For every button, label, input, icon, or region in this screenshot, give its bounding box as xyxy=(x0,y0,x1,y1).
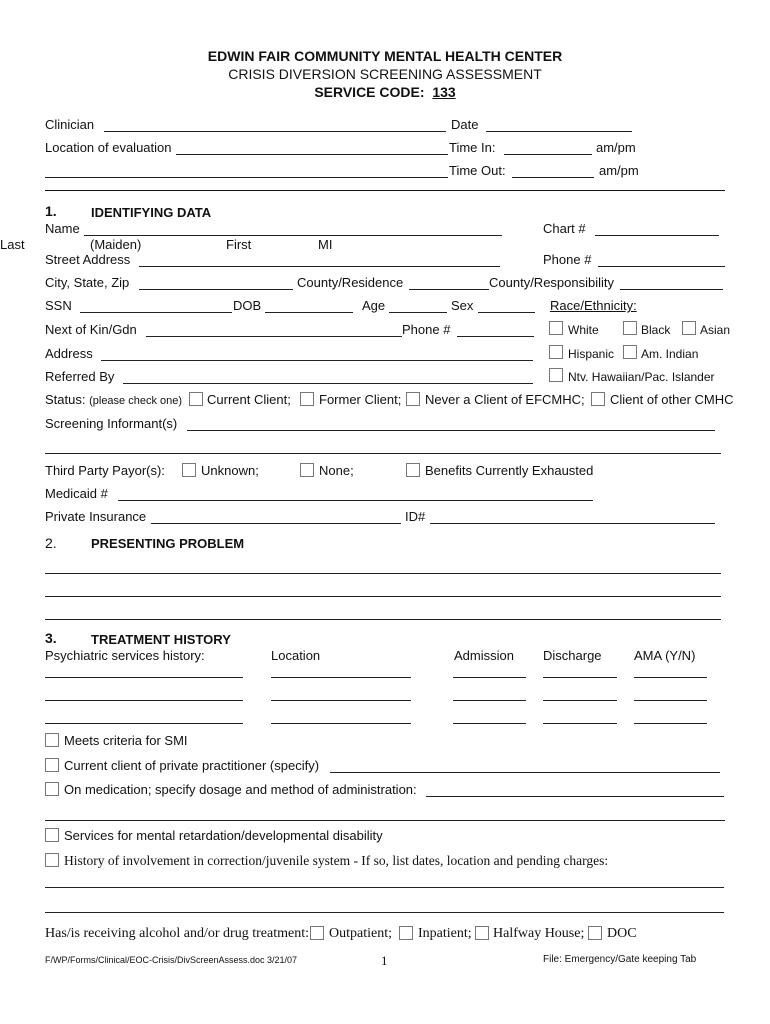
history-row-3-ama[interactable] xyxy=(634,723,707,724)
psych-history-label: Psychiatric services history: xyxy=(45,648,205,663)
time-out-label: Time Out: xyxy=(449,163,506,178)
alcohol-doc-checkbox[interactable] xyxy=(588,926,602,940)
form-title: EDWIN FAIR COMMUNITY MENTAL HEALTH CENTER xyxy=(207,48,563,64)
informant-field[interactable] xyxy=(187,430,715,431)
phone-field[interactable] xyxy=(598,266,725,267)
section-2-title: PRESENTING PROBLEM xyxy=(91,536,245,551)
history-row-2-admission[interactable] xyxy=(453,700,526,701)
history-row-3-admission[interactable] xyxy=(453,723,526,724)
name-hint-mi: MI xyxy=(318,237,333,252)
alcohol-outpatient-checkbox[interactable] xyxy=(310,926,324,940)
race-hawaiian-label: Ntv. Hawaiian/Pac. Islander xyxy=(568,370,715,384)
race-black-label: Black xyxy=(641,323,671,337)
status-never-checkbox[interactable] xyxy=(406,392,420,406)
referred-field[interactable] xyxy=(123,383,533,384)
time-in-field[interactable] xyxy=(504,154,592,155)
medication-field-2[interactable] xyxy=(45,820,725,821)
alcohol-inpatient-checkbox[interactable] xyxy=(399,926,413,940)
county-resp-field[interactable] xyxy=(620,289,723,290)
section-3-number: 3. xyxy=(45,630,57,646)
payor-none-checkbox[interactable] xyxy=(300,463,314,477)
race-asian-checkbox[interactable] xyxy=(682,321,696,335)
private-insurance-field[interactable] xyxy=(151,523,401,524)
status-text: Status: xyxy=(45,392,86,407)
service-code-label: SERVICE CODE: xyxy=(314,84,425,100)
history-row-3-discharge[interactable] xyxy=(543,723,617,724)
time-out-ampm: am/pm xyxy=(599,163,639,178)
clinician-label: Clinician xyxy=(45,117,95,132)
county-res-label: County/Residence xyxy=(297,275,404,290)
header-divider xyxy=(45,190,725,191)
smi-label: Meets criteria for SMI xyxy=(64,733,188,748)
section-1-number: 1. xyxy=(45,203,57,219)
clinician-field[interactable] xyxy=(104,131,446,132)
sex-label: Sex xyxy=(451,298,474,313)
race-hispanic-checkbox[interactable] xyxy=(549,345,563,359)
col-admission-label: Admission xyxy=(454,648,514,663)
informant-field-2[interactable] xyxy=(45,453,721,454)
section-1-title: IDENTIFYING DATA xyxy=(91,205,212,220)
history-row-3-service[interactable] xyxy=(45,723,243,724)
problem-line-3[interactable] xyxy=(45,619,721,620)
race-am-indian-label: Am. Indian xyxy=(641,347,699,361)
chart-label: Chart # xyxy=(543,221,586,236)
section-2-number: 2. xyxy=(45,535,57,551)
race-white-checkbox[interactable] xyxy=(549,321,563,335)
history-row-2-location[interactable] xyxy=(271,700,411,701)
payor-unknown-checkbox[interactable] xyxy=(182,463,196,477)
history-row-1-ama[interactable] xyxy=(634,677,707,678)
name-field[interactable] xyxy=(84,235,502,236)
nok-label: Next of Kin/Gdn xyxy=(45,322,137,337)
status-hint: (please check one) xyxy=(89,395,183,407)
problem-line-2[interactable] xyxy=(45,596,721,597)
age-label: Age xyxy=(362,298,386,313)
section-3-title: TREATMENT HISTORY xyxy=(91,632,231,647)
age-field[interactable] xyxy=(389,312,447,313)
payor-unknown-label: Unknown; xyxy=(201,463,259,478)
footer-path: F/WP/Forms/Clinical/EOC-Crisis/DivScreenAssess.doc 3/21/07 xyxy=(45,955,298,965)
private-practitioner-checkbox[interactable] xyxy=(45,758,59,772)
form-subtitle: CRISIS DIVERSION SCREENING ASSESSMENT xyxy=(228,66,542,82)
status-label xyxy=(45,392,182,407)
nok-phone-label: Phone # xyxy=(402,322,451,337)
name-label: Name xyxy=(45,221,80,236)
payor-none-label: None; xyxy=(319,463,354,478)
corrections-label: History of involvement in correction/juvenile system - If so, list dates, location and pending charges: xyxy=(64,853,609,868)
nok-field[interactable] xyxy=(146,336,402,337)
alcohol-doc-label: DOC xyxy=(607,926,637,941)
private-practitioner-field[interactable] xyxy=(330,772,720,773)
private-practitioner-label: Current client of private practitioner (specify) xyxy=(64,758,320,773)
referred-label: Referred By xyxy=(45,369,115,384)
address-field[interactable] xyxy=(101,360,533,361)
medication-checkbox[interactable] xyxy=(45,782,59,796)
payor-label: Third Party Payor(s): xyxy=(45,463,165,478)
ssn-label: SSN xyxy=(45,298,72,313)
service-code-value: 133 xyxy=(432,84,456,100)
payor-exhausted-label: Benefits Currently Exhausted xyxy=(425,463,594,478)
street-field[interactable] xyxy=(139,266,500,267)
mr-services-label: Services for mental retardation/developmental disability xyxy=(64,828,383,843)
race-am-indian-checkbox[interactable] xyxy=(623,345,637,359)
county-res-field[interactable] xyxy=(409,289,489,290)
alcohol-halfway-checkbox[interactable] xyxy=(475,926,489,940)
time-in-label: Time In: xyxy=(449,140,496,155)
history-row-2-service[interactable] xyxy=(45,700,243,701)
date-label: Date xyxy=(451,117,479,132)
address-label: Address xyxy=(45,346,93,361)
medicaid-field[interactable] xyxy=(118,500,593,501)
corrections-field-1[interactable] xyxy=(45,887,724,888)
name-hint-maiden: (Maiden) xyxy=(90,237,142,252)
dob-field[interactable] xyxy=(265,312,353,313)
city-label: City, State, Zip xyxy=(45,275,130,290)
race-hispanic-label: Hispanic xyxy=(568,347,615,361)
time-out-field[interactable] xyxy=(512,177,594,178)
alcohol-label: Has/is receiving alcohol and/or drug treatment: xyxy=(45,926,309,941)
history-row-1-location[interactable] xyxy=(271,677,411,678)
col-discharge-label: Discharge xyxy=(543,648,602,663)
status-other-checkbox[interactable] xyxy=(591,392,605,406)
history-row-1-service[interactable] xyxy=(45,677,243,678)
footer-file: File: Emergency/Gate keeping Tab xyxy=(543,954,697,965)
dob-label: DOB xyxy=(233,298,262,313)
status-never-label: Never a Client of EFCMHC; xyxy=(425,392,585,407)
informant-label: Screening Informant(s) xyxy=(45,416,178,431)
insurance-id-field[interactable] xyxy=(430,523,715,524)
mr-services-checkbox[interactable] xyxy=(45,828,59,842)
date-field[interactable] xyxy=(486,131,632,132)
race-hawaiian-checkbox[interactable] xyxy=(549,368,563,382)
footer-page-number: 1 xyxy=(381,953,388,968)
alcohol-outpatient-label: Outpatient; xyxy=(329,926,392,941)
nok-phone-field[interactable] xyxy=(457,336,534,337)
name-hint-last: Last xyxy=(0,237,25,252)
sex-field[interactable] xyxy=(478,312,535,313)
race-white-label: White xyxy=(568,323,599,337)
medicaid-label: Medicaid # xyxy=(45,486,108,501)
alcohol-halfway-label: Halfway House; xyxy=(493,926,585,941)
problem-line-1[interactable] xyxy=(45,573,721,574)
corrections-checkbox[interactable] xyxy=(45,853,59,867)
insurance-id-label: ID# xyxy=(405,509,426,524)
history-row-1-discharge[interactable] xyxy=(543,677,617,678)
corrections-field-2[interactable] xyxy=(45,912,724,913)
col-ama-label: AMA (Y/N) xyxy=(634,648,696,663)
private-insurance-label: Private Insurance xyxy=(45,509,147,524)
chart-field[interactable] xyxy=(595,235,719,236)
phone-label: Phone # xyxy=(543,252,592,267)
history-row-3-location[interactable] xyxy=(271,723,411,724)
history-row-2-ama[interactable] xyxy=(634,700,707,701)
time-in-ampm: am/pm xyxy=(596,140,636,155)
status-other-label: Client of other CMHC xyxy=(610,392,734,407)
status-current-label: Current Client; xyxy=(207,392,291,407)
status-current-checkbox[interactable] xyxy=(189,392,203,406)
medication-field[interactable] xyxy=(426,796,724,797)
col-location-label: Location xyxy=(271,648,321,663)
status-former-checkbox[interactable] xyxy=(300,392,314,406)
history-row-1-admission[interactable] xyxy=(453,677,526,678)
city-field[interactable] xyxy=(139,289,293,290)
payor-exhausted-checkbox[interactable] xyxy=(406,463,420,477)
street-label: Street Address xyxy=(45,252,131,267)
alcohol-inpatient-label: Inpatient; xyxy=(418,926,472,941)
county-resp-label: County/Responsibility xyxy=(489,275,615,290)
location-field-2[interactable] xyxy=(45,177,448,178)
race-black-checkbox[interactable] xyxy=(623,321,637,335)
status-former-label: Former Client; xyxy=(319,392,402,407)
ssn-field[interactable] xyxy=(80,312,232,313)
race-asian-label: Asian xyxy=(700,323,731,337)
history-row-2-discharge[interactable] xyxy=(543,700,617,701)
location-label: Location of evaluation xyxy=(45,140,172,155)
medication-label: On medication; specify dosage and method of administration: xyxy=(64,782,417,797)
smi-checkbox[interactable] xyxy=(45,733,59,747)
service-code xyxy=(0,84,770,100)
name-hint-first: First xyxy=(226,237,252,252)
location-field[interactable] xyxy=(176,154,448,155)
race-label: Race/Ethnicity: xyxy=(550,298,637,313)
